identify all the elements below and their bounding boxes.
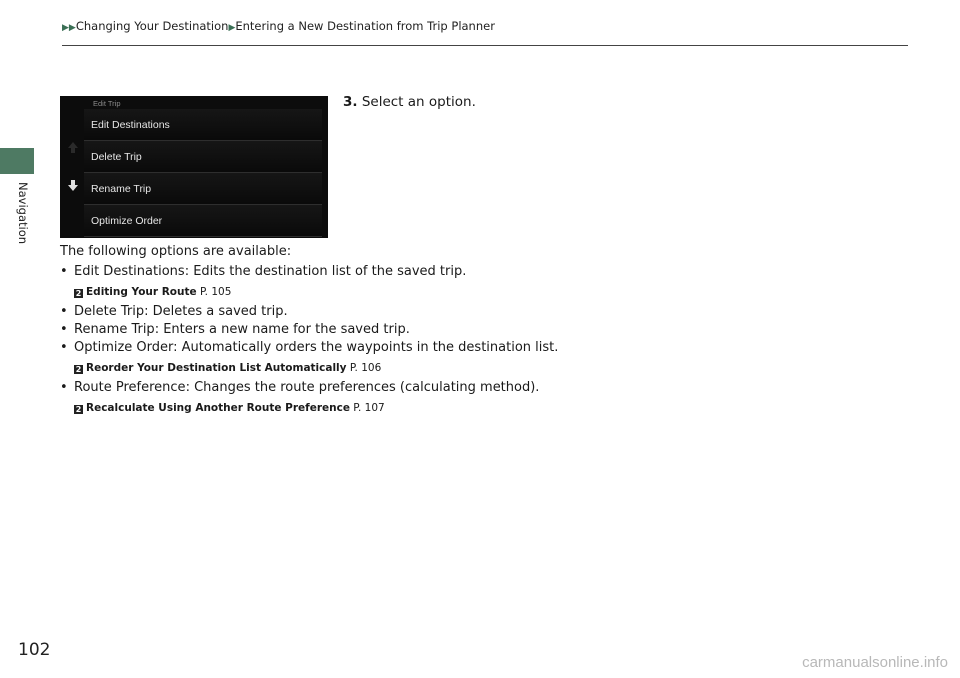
bullet-icon: •	[60, 380, 68, 395]
cross-reference-page: P. 105	[196, 286, 232, 298]
option-description: : Enters a new name for the saved trip.	[154, 322, 410, 337]
bullet-icon: •	[60, 264, 68, 279]
option-description: : Deletes a saved trip.	[144, 304, 288, 319]
cross-reference-icon: 2	[75, 289, 82, 298]
option-term: Delete Trip	[74, 304, 145, 319]
cross-reference-title[interactable]: Editing Your Route	[86, 286, 197, 298]
option-description: : Edits the destination list of the saved trip.	[184, 264, 467, 279]
cross-reference[interactable]	[74, 284, 920, 300]
breadcrumb	[62, 19, 495, 33]
step-number: 3.	[343, 94, 358, 110]
cross-reference[interactable]	[74, 400, 920, 416]
screen-option-edit-destinations[interactable]: Edit Destinations	[84, 109, 322, 141]
breadcrumb-arrow-icon: ▶▶	[62, 23, 76, 33]
cross-reference-title[interactable]: Recalculate Using Another Route Preference	[86, 402, 350, 414]
list-item	[60, 339, 920, 357]
screen-title: Edit Trip	[93, 99, 121, 108]
bullet-icon: •	[60, 304, 68, 319]
option-description: : Changes the route preferences (calculating method).	[185, 380, 540, 395]
header-divider	[62, 45, 908, 46]
option-term: Route Preference	[74, 380, 186, 395]
screen-option-delete-trip[interactable]: Delete Trip	[84, 141, 322, 173]
screen-option-rename-trip[interactable]: Rename Trip	[84, 173, 322, 205]
options-list	[60, 263, 920, 419]
section-label: Navigation	[16, 182, 30, 245]
cross-reference-page: P. 106	[346, 362, 382, 374]
bullet-icon: •	[60, 322, 68, 337]
screen-image	[60, 96, 328, 238]
list-item	[60, 379, 920, 397]
section-tab	[0, 148, 34, 174]
breadcrumb-arrow-icon: ▶	[228, 23, 236, 33]
option-term: Edit Destinations	[74, 264, 185, 279]
scroll-up-icon	[67, 140, 79, 154]
page-number: 102	[18, 640, 51, 660]
option-term: Optimize Order	[74, 340, 174, 355]
cross-reference-title[interactable]: Reorder Your Destination List Automatically	[86, 362, 347, 374]
breadcrumb-item-trip-planner[interactable]: Entering a New Destination from Trip Planner	[235, 19, 495, 33]
cross-reference[interactable]	[74, 360, 920, 376]
bullet-icon: •	[60, 340, 68, 355]
cross-reference-page: P. 107	[349, 402, 385, 414]
options-intro: The following options are available:	[60, 244, 292, 259]
watermark: carmanualsonline.info	[802, 654, 948, 671]
option-description: : Automatically orders the waypoints in the destination list.	[173, 340, 559, 355]
breadcrumb-item-changing-destination[interactable]: Changing Your Destination	[75, 19, 229, 33]
step-text: Select an option.	[361, 94, 476, 110]
cross-reference-icon: 2	[75, 365, 82, 374]
option-term: Rename Trip	[74, 322, 155, 337]
list-item	[60, 321, 920, 339]
list-item	[60, 303, 920, 321]
list-item	[60, 263, 920, 281]
screen-option-optimize-order[interactable]: Optimize Order	[84, 205, 322, 237]
cross-reference-icon: 2	[75, 405, 82, 414]
screen-option-list	[84, 109, 322, 237]
step-instruction	[343, 94, 476, 110]
scroll-down-icon	[67, 179, 79, 193]
